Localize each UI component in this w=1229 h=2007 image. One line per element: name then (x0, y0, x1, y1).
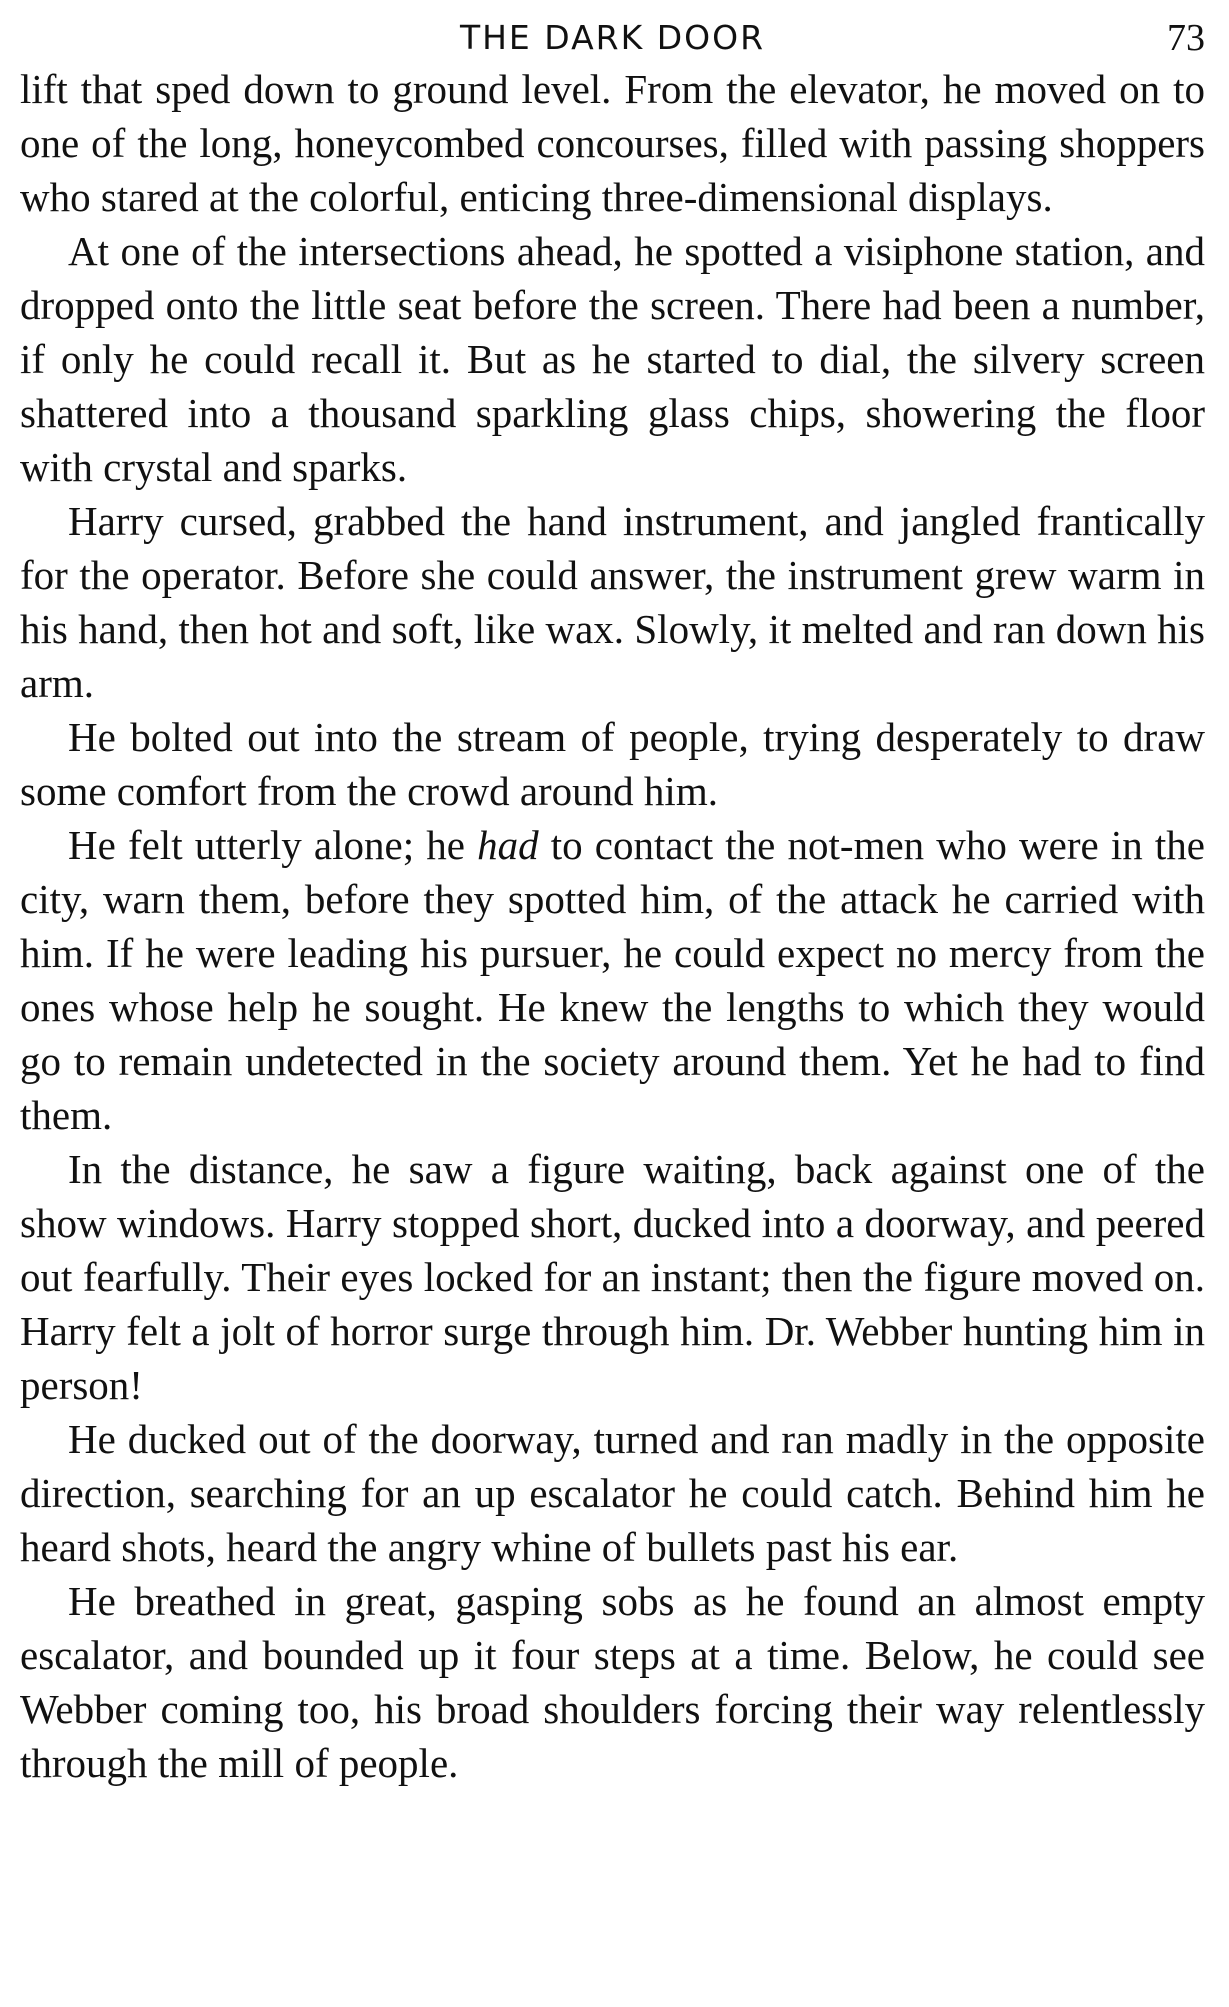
paragraph-with-emphasis (20, 818, 1205, 1142)
paragraph: He ducked out of the doorway, turned and ran madly in the opposite direction, searching for an up escalator he could catch. Behind him he heard shots, heard the angry whine of bullets past his ear. (20, 1416, 1205, 1570)
paragraph: At one of the intersections ahead, he spotted a visiphone station, and dropped onto the little seat before the screen. There had been a number, if only he could recall it. But as he started to dial, the silvery screen shattered into a thousand sparkling glass chips, showering the floor with crystal and sparks. (20, 228, 1205, 490)
paragraph: In the distance, he saw a figure waiting, back against one of the show windows. Harry stopped short, ducked into a doorway, and peered out fearfully. Their eyes locked for an instant; then the figure moved on. Harry felt a jolt of horror surge through him. Dr. Webber hunting him in person! (20, 1146, 1205, 1408)
book-page (20, 10, 1205, 1790)
running-title: THE DARK DOOR (459, 18, 766, 57)
paragraph: Harry cursed, grabbed the hand instrument, and jangled frantically for the operator. Before she could answer, the instrument grew warm in his hand, then hot and soft, like wax. Slowly, it melted and ran down his arm. (20, 498, 1205, 706)
running-header (20, 10, 1205, 62)
paragraph-continued: lift that sped down to ground level. From the elevator, he moved on to one of the long, honeycombed concourses, filled with passing shoppers who stared at the colorful, enticing three-dimensional displays. (20, 66, 1205, 220)
paragraph-text-before: He felt utterly alone; he (68, 822, 478, 868)
paragraph-text-after: to contact the not-men who were in the city, warn them, before they spotted him, of the attack he carried with him. If he were leading his pursuer, he could expect no mercy from the ones whose help he sought. He knew the lengths to which they would go to remain undetected in the society around them. Yet he had to find them. (20, 822, 1205, 1138)
paragraph: He bolted out into the stream of people, trying desperately to draw some comfort from the crowd around him. (20, 714, 1205, 814)
body-text (20, 62, 1205, 1790)
page-number: 73 (1167, 17, 1205, 59)
emphasized-word: had (477, 822, 539, 868)
paragraph: He breathed in great, gasping sobs as he found an almost empty escalator, and bounded up it four steps at a time. Below, he could see Webber coming too, his broad shoulders forcing their way relentlessly through the mill of people. (20, 1578, 1205, 1786)
